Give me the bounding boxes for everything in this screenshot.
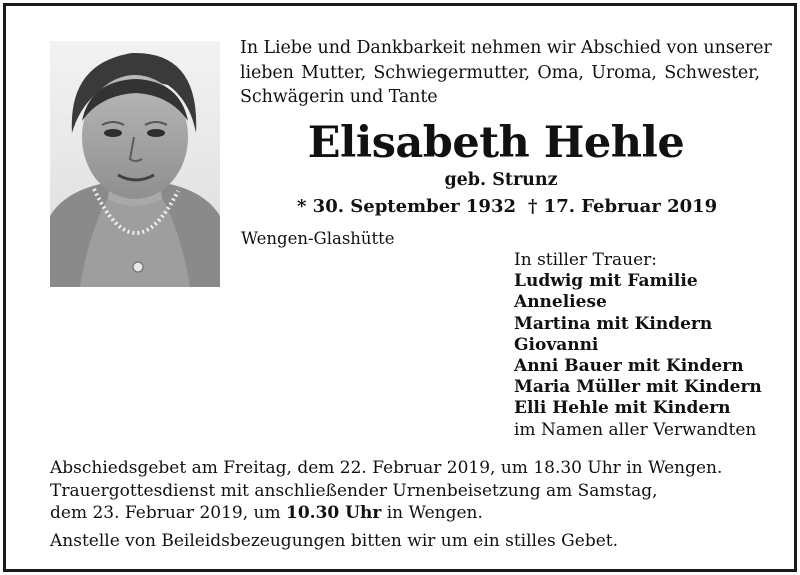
prayer-request: Anstelle von Beileidsbezeugungen bitten wir um ein stilles Gebet. bbox=[50, 531, 618, 551]
intro-line-3: Schwägerin und Tante bbox=[240, 87, 438, 107]
mourner-entry: Anneliese bbox=[514, 292, 607, 313]
service-line-1: Abschiedsgebet am Freitag, dem 22. Februar 2019, um 18.30 Uhr in Wengen. bbox=[50, 458, 723, 478]
mourner-entry: Martina mit Kindern bbox=[514, 313, 713, 334]
mourner-entry: Giovanni bbox=[514, 334, 599, 355]
mourners-heading: In stiller Trauer: bbox=[514, 250, 657, 270]
mourner-entry: Elli Hehle mit Kindern bbox=[514, 398, 731, 419]
birth-name: geb. Strunz bbox=[444, 170, 558, 190]
service-line-3 bbox=[50, 502, 750, 525]
intro-text bbox=[240, 36, 772, 110]
service-notice bbox=[50, 457, 750, 525]
mourner-entry: Anni Bauer mit Kindern bbox=[514, 356, 744, 377]
intro-line-2: lieben Mutter, Schwiegermutter, Oma, Uroma, Schwester, bbox=[240, 62, 760, 83]
death-date: † 17. Februar 2019 bbox=[528, 196, 718, 217]
place-of-residence: Wengen-Glashütte bbox=[241, 229, 395, 248]
service-line-3-start: dem 23. Februar 2019, um bbox=[50, 503, 286, 523]
deceased-name: Elisabeth Hehle bbox=[307, 118, 685, 168]
mourners-list bbox=[514, 250, 762, 441]
portrait-photo bbox=[50, 41, 220, 287]
mourner-entry: Maria Müller mit Kindern bbox=[514, 377, 762, 398]
service-line-2: Trauergottesdienst mit anschließender Urnenbeisetzung am Samstag, bbox=[50, 480, 658, 501]
mourners-closing: im Namen aller Verwandten bbox=[514, 419, 757, 440]
mourner-entry: Ludwig mit Familie bbox=[514, 271, 698, 292]
birth-date: * 30. September 1932 bbox=[297, 196, 516, 217]
service-line-3-end: in Wengen. bbox=[381, 503, 483, 523]
intro-line-1: In Liebe und Dankbarkeit nehmen wir Abschied von unserer bbox=[240, 38, 772, 58]
service-time: 10.30 Uhr bbox=[286, 503, 382, 523]
